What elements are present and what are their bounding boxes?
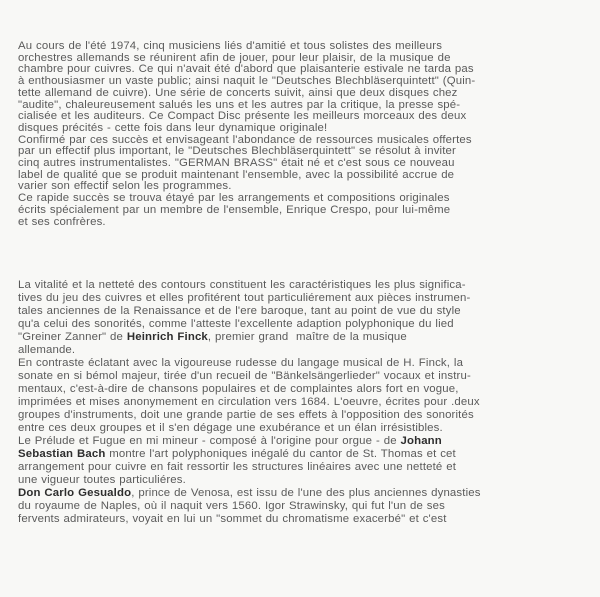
text-segment: Confirmé par ces succès et envisageant l'abondance de ressources musicales offertes <box>18 133 472 146</box>
text-segment: par un effectif plus important, le "Deutsches Blechbläserquintett" se résolut à inviter <box>18 145 456 158</box>
composer-name: Heinrich Finck <box>126 331 208 343</box>
text-line <box>18 344 481 357</box>
text-segment: La vitalité et la netteté des contours constituent les caractéristiques les plus significa- <box>18 279 466 291</box>
text-segment: écrits spécialement par un membre de l'ensemble, Enrique Crespo, pour lui-même <box>18 203 451 216</box>
text-segment: tives du jeu des cuivres et elles profitérent tout particuliérement aux pièces instrumen- <box>18 292 471 304</box>
text-segment: chambre pour cuivres. Ce qui n'avait été d'abord que plaisanterie estivale ne tarda pas <box>18 63 474 76</box>
text-segment: Ce rapide succès se trouva étayé par les arrangements et compositions originales <box>18 192 450 205</box>
text-line <box>18 370 481 383</box>
text-segment: imprimées et mises anonymement en circulation vers 1684. L'oeuvre, écrites pour .deux <box>18 396 480 408</box>
text-line <box>18 357 481 370</box>
composer-name: Sebastian Bach <box>18 448 106 460</box>
composer-name: Don Carlo Gesualdo <box>18 487 132 499</box>
text-line <box>18 396 481 409</box>
text-line <box>18 487 481 500</box>
text-segment: tales anciennes de la Renaissance et de l'ere baroque, tant au point de vue du style <box>18 305 461 317</box>
text-line <box>18 279 481 292</box>
text-segment: qu'a celui des sonorités, comme l'atteste l'excellente adaption polyphonique du lied <box>18 318 454 330</box>
text-line <box>18 305 481 318</box>
text-line <box>18 422 481 435</box>
text-line <box>18 318 481 331</box>
text-line <box>18 448 481 461</box>
text-segment: montre l'art polyphoniques inégalé du cantor de St. Thomas et cet <box>105 448 456 460</box>
text-segment: une vigueur toutes particuliéres. <box>18 474 186 486</box>
text-segment: cinq autres instrumentalistes. "GERMAN BRASS" était né et c'est sous ce nouveau <box>18 157 455 170</box>
text-line <box>18 409 481 422</box>
text-line <box>18 383 481 396</box>
text-segment: mentaux, c'est-à-dire de chansons populaires et de complaintes alors fort en vogue, <box>18 383 459 395</box>
text-segment: allemande. <box>18 344 76 356</box>
text-line <box>18 474 481 487</box>
text-segment: "audite", chaleureusement salués les uns et les autres par la critique, la presse spé- <box>18 98 461 111</box>
text-segment: , prince de Venosa, est issu de l'une des plus anciennes dynasties <box>131 487 481 499</box>
text-line <box>18 435 481 448</box>
text-line <box>18 217 475 229</box>
text-line <box>18 331 481 344</box>
text-segment: Le Prélude et Fugue en mi mineur - composé à l'origine pour orgue - de <box>18 435 401 447</box>
text-segment: label de qualité que se produit maintenant l'ensemble, avec la possibilité accrue de <box>18 168 455 181</box>
text-segment: à enthousiasmer un vaste public; ainsi naquit le "Deutsches Blechbläserquintett" (Quin- <box>18 75 476 88</box>
text-block-german-brass-history <box>18 41 475 228</box>
text-segment: cialisée et les auditeurs. Ce Compact Disc présente les meilleurs morceaux des deux <box>18 110 467 123</box>
text-segment: groupes d'instruments, doit une grande partie de ses effets à l'opposition des sonorités <box>18 409 474 421</box>
text-segment: "Greiner Zanner" de <box>18 331 127 343</box>
text-segment: entre ces deux groupes et il s'en dégage une exubérance et un élan irrésistibles. <box>18 422 443 434</box>
text-line <box>18 292 481 305</box>
text-segment: varier son effectif selon les programmes. <box>18 180 232 193</box>
text-segment: disques précités - cette fois dans leur dynamique originale! <box>18 121 328 134</box>
text-segment: du royaume de Naples, où il naquit vers 1560. Igor Strawinsky, qui fut l'un de ses <box>18 500 445 512</box>
text-segment: En contraste éclatant avec la vigoureuse rudesse du langage musical de H. Finck, la <box>18 357 464 369</box>
text-segment: , premier grand maître de la musique <box>207 331 407 343</box>
composer-name: Johann <box>400 435 442 447</box>
text-segment: fervents admirateurs, voyait en lui un "sommet du chromatisme exacerbé" et c'est <box>18 513 447 525</box>
text-segment: orchestres allemands se réunirent afin de jouer, pour leur plaisir, de la musique de <box>18 51 451 64</box>
text-segment: sonate en si bémol majeur, tirée d'un recueil de "Bänkelsängerlieder" vocaux et instru- <box>18 370 471 382</box>
text-segment: tette allemand de cuivre). Une série de concerts suivit, ainsi que deux disques chez <box>18 86 458 99</box>
text-block-repertoire-notes <box>18 279 481 526</box>
text-segment: arrangement pour cuivre en fait ressortir les structures linéaires avec une netteté et <box>18 461 457 473</box>
text-line <box>18 500 481 513</box>
text-line <box>18 461 481 474</box>
text-segment: et ses confrères. <box>18 215 106 228</box>
text-segment: Au cours de l'été 1974, cinq musiciens liés d'amitié et tous solistes des meilleurs <box>18 40 443 52</box>
text-line <box>18 513 481 526</box>
